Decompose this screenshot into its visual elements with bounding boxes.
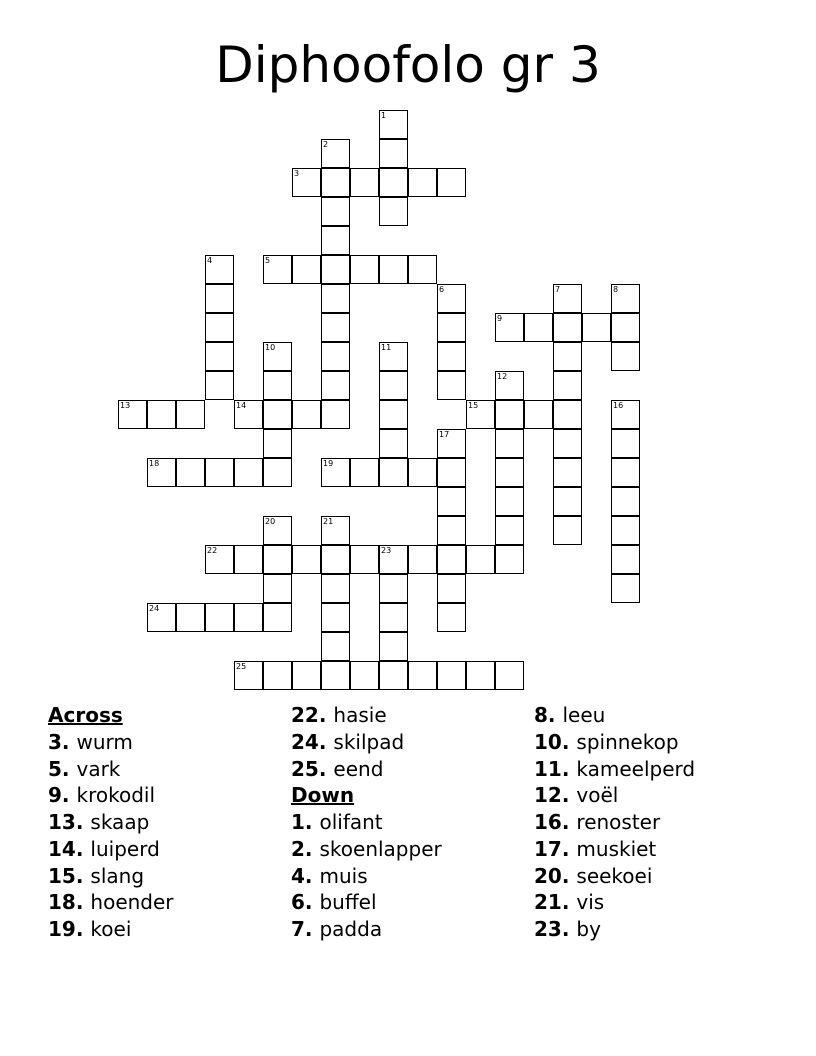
grid-cell[interactable] [321,226,350,255]
grid-cell[interactable] [292,661,321,690]
page-title: Diphoofolo gr 3 [215,36,601,94]
clue-number: 23 [381,546,392,555]
grid-cell[interactable] [379,110,408,139]
clue-number: 17 [439,430,450,439]
clue-item: 16. renoster [534,810,661,834]
grid-cell[interactable] [437,313,466,342]
clue-item-number: 11 [534,756,562,781]
clue-item-number: 2 [291,836,305,861]
clue-item: 21. vis [534,890,605,915]
clue-column-2 [291,702,442,943]
grid-cell[interactable] [176,603,205,632]
clue-item: 14. luiperd [48,836,160,861]
clue-number: 25 [236,662,247,671]
grid-cell[interactable] [263,429,292,458]
clue-item: 4. muis [291,863,368,888]
grid-cell[interactable] [495,371,524,400]
clue-item-text: muis [319,863,368,888]
grid-cell[interactable] [524,313,553,342]
grid-cell[interactable] [553,516,582,545]
grid-cell[interactable] [176,458,205,487]
clue-item-number: 17 [534,836,562,861]
clue-item-text: hoender [90,890,174,915]
grid-cell[interactable] [205,342,234,371]
clue-item-number: 19 [48,917,76,941]
clue-item-number: 20 [534,863,562,888]
grid-cell[interactable] [292,168,321,197]
grid-cell[interactable] [379,371,408,400]
grid-cell[interactable] [350,458,379,487]
grid-cell[interactable] [350,168,379,197]
grid-cell[interactable] [379,139,408,168]
grid-cell[interactable] [524,400,553,429]
clue-item: 5. vark [48,756,121,781]
grid-cell[interactable] [321,400,350,429]
clue-item-number: 14 [48,836,76,861]
clue-item-text: skilpad [333,729,405,754]
clue-item-text: vis [576,890,605,915]
grid-cell[interactable] [553,429,582,458]
clue-item-text: buffel [319,890,377,915]
grid-cell[interactable] [205,603,234,632]
grid-cell[interactable] [553,458,582,487]
clue-item-text: vark [76,756,121,781]
clue-item-text: spinnekop [576,729,679,754]
grid-cell[interactable] [437,284,466,313]
clue-item: 22. hasie [291,703,387,727]
clue-item-number: 7 [291,917,305,941]
grid-cell[interactable] [263,661,292,690]
clue-item-number: 1 [291,810,305,834]
grid-cell[interactable] [408,255,437,284]
clue-number: 20 [265,517,276,526]
clue-item-text: slang [90,863,145,888]
clue-item: 3. wurm [48,729,133,754]
clue-item-number: 16 [534,810,562,834]
grid-cell[interactable] [379,632,408,661]
clue-column-1 [48,702,174,943]
clue-item-number: 6 [291,890,305,915]
grid-cell[interactable] [437,545,466,574]
grid-cell[interactable] [321,284,350,313]
clue-item-text: hasie [333,703,387,727]
clue-item: 18. hoender [48,890,174,915]
grid-cell[interactable] [379,400,408,429]
clue-item-number: 3 [48,729,62,754]
clue-number: 15 [468,401,479,410]
grid-cell[interactable] [408,168,437,197]
grid-cell[interactable] [611,313,640,342]
clue-item: 8. leeu [534,703,606,727]
clue-number: 18 [149,459,160,468]
grid-cell[interactable] [234,458,263,487]
grid-cell[interactable] [234,603,263,632]
grid-cell[interactable] [379,603,408,632]
clue-item: 2. skoenlapper [291,836,442,861]
clue-item: 15. slang [48,863,145,888]
grid-cell[interactable] [408,661,437,690]
clue-item-text: koei [90,917,132,941]
grid-cell[interactable] [263,371,292,400]
grid-cell[interactable] [495,400,524,429]
grid-cell[interactable] [582,313,611,342]
clue-item: 12. voël [534,783,619,808]
clue-item-text: leeu [562,703,606,727]
clue-item-number: 9 [48,783,62,808]
grid-cell[interactable] [611,516,640,545]
grid-cell[interactable] [205,255,234,284]
grid-cell[interactable] [205,313,234,342]
grid-cell[interactable] [611,458,640,487]
clue-number: 8 [613,285,619,294]
clue-number: 10 [265,343,276,352]
grid-cell[interactable] [263,516,292,545]
clue-item: 9. krokodil [48,783,155,808]
grid-cell[interactable] [292,545,321,574]
clue-number: 9 [497,314,503,323]
grid-cell[interactable] [321,545,350,574]
clue-item-number: 5 [48,756,62,781]
clue-item-text: wurm [76,729,133,754]
grid-cell[interactable] [553,400,582,429]
grid-cell[interactable] [321,603,350,632]
clue-number: 5 [265,256,271,265]
grid-cell[interactable] [611,429,640,458]
grid-cell[interactable] [205,545,234,574]
grid-cell[interactable] [350,661,379,690]
grid-cell[interactable] [495,516,524,545]
grid-cell[interactable] [437,516,466,545]
clue-item-number: 4 [291,863,305,888]
grid-cell[interactable] [321,632,350,661]
grid-cell[interactable] [495,545,524,574]
grid-cell[interactable] [147,400,176,429]
clue-number: 13 [120,401,131,410]
clue-item-text: renoster [576,810,661,834]
grid-cell[interactable] [408,458,437,487]
grid-cell[interactable] [379,574,408,603]
clue-item-text: krokodil [76,783,155,808]
grid-cell[interactable] [611,574,640,603]
clue-item-text: kameelperd [576,756,696,781]
grid-cell[interactable] [495,458,524,487]
clue-column-3 [534,702,695,943]
clue-item-number: 8 [534,703,548,727]
clue-number: 22 [207,546,218,555]
grid-cell[interactable] [263,255,292,284]
grid-cell[interactable] [611,342,640,371]
grid-cell[interactable] [466,545,495,574]
grid-cell[interactable] [379,342,408,371]
grid-cell[interactable] [466,661,495,690]
clue-item: 24. skilpad [291,729,405,754]
clue-number: 2 [323,140,329,149]
clue-number: 19 [323,459,334,468]
clue-item: 23. by [534,917,601,941]
grid-cell[interactable] [321,574,350,603]
clue-number: 24 [149,604,160,613]
clue-item-number: 22 [291,703,319,727]
clue-item-number: 12 [534,783,562,808]
clue-item: 1. olifant [291,810,383,834]
clue-item-text: olifant [319,810,383,834]
clue-item: 13. skaap [48,810,150,834]
grid-cell[interactable] [292,255,321,284]
grid-cell[interactable] [553,487,582,516]
grid-cell[interactable] [321,371,350,400]
clue-number: 4 [207,256,213,265]
grid-cell[interactable] [437,603,466,632]
grid-cell[interactable] [234,400,263,429]
clue-item-text: voël [576,783,619,808]
grid-cell[interactable] [466,400,495,429]
clue-number: 14 [236,401,247,410]
clue-item-text: seekoei [576,863,653,888]
clue-item-number: 23 [534,917,562,941]
grid-cell[interactable] [321,139,350,168]
grid-cell[interactable] [205,458,234,487]
clue-number: 7 [555,285,561,294]
clue-item-text: skoenlapper [319,836,442,861]
grid-cell[interactable] [553,371,582,400]
clue-item: 10. spinnekop [534,729,679,754]
grid-cell[interactable] [205,371,234,400]
grid-cell[interactable] [263,603,292,632]
clue-item: 25. eend [291,756,384,781]
grid-cell[interactable] [379,168,408,197]
grid-cell[interactable] [350,545,379,574]
grid-cell[interactable] [263,574,292,603]
grid-cell[interactable] [437,574,466,603]
grid-cell[interactable] [321,255,350,284]
grid-cell[interactable] [379,545,408,574]
grid-cell[interactable] [611,487,640,516]
grid-cell[interactable] [553,284,582,313]
clue-number: 11 [381,343,392,352]
grid-cell[interactable] [263,342,292,371]
grid-cell[interactable] [408,545,437,574]
grid-cell[interactable] [321,661,350,690]
clue-number: 3 [294,169,300,178]
grid-cell[interactable] [263,400,292,429]
grid-cell[interactable] [553,313,582,342]
grid-cell[interactable] [379,661,408,690]
grid-cell[interactable] [495,429,524,458]
clue-number: 1 [381,111,387,120]
clue-item-text: padda [319,917,383,941]
grid-cell[interactable] [321,197,350,226]
clue-item-text: muskiet [576,836,657,861]
across-heading: Across [48,703,123,727]
grid-cell[interactable] [321,342,350,371]
clue-item: 7. padda [291,917,383,941]
grid-cell[interactable] [147,603,176,632]
grid-cell[interactable] [379,197,408,226]
grid-cell[interactable] [321,168,350,197]
clue-number: 6 [439,285,445,294]
clue-item: 6. buffel [291,890,377,915]
down-heading: Down [291,783,355,808]
clue-item-text: by [576,917,601,941]
grid-cell[interactable] [437,168,466,197]
grid-cell[interactable] [437,487,466,516]
clue-item-number: 24 [291,729,319,754]
grid-cell[interactable] [437,458,466,487]
grid-cell[interactable] [379,458,408,487]
clue-item-number: 25 [291,756,319,781]
grid-cell[interactable] [263,458,292,487]
grid-cell[interactable] [147,458,176,487]
clue-item-number: 10 [534,729,562,754]
grid-cell[interactable] [495,313,524,342]
clue-number: 16 [613,401,624,410]
clue-item-text: luiperd [90,836,160,861]
grid-cell[interactable] [176,400,205,429]
clue-item-number: 21 [534,890,562,915]
clue-number: 12 [497,372,508,381]
clue-item-number: 13 [48,810,76,834]
grid-cell[interactable] [379,255,408,284]
clue-item-number: 15 [48,863,76,888]
grid-cell[interactable] [437,429,466,458]
grid-cell[interactable] [379,429,408,458]
clue-item-text: eend [333,756,384,781]
grid-cell[interactable] [321,458,350,487]
grid-cell[interactable] [205,284,234,313]
clue-item: 20. seekoei [534,863,653,888]
grid-cell[interactable] [611,284,640,313]
clue-item: 17. muskiet [534,836,657,861]
grid-cell[interactable] [234,661,263,690]
grid-cell[interactable] [553,342,582,371]
grid-cell[interactable] [437,661,466,690]
clue-number: 21 [323,517,334,526]
grid-cell[interactable] [611,545,640,574]
grid-cell[interactable] [321,313,350,342]
grid-cell[interactable] [350,255,379,284]
grid-cell[interactable] [263,545,292,574]
grid-cell[interactable] [118,400,147,429]
grid-cell[interactable] [495,487,524,516]
grid-cell[interactable] [495,661,524,690]
grid-cell[interactable] [437,371,466,400]
grid-cell[interactable] [321,516,350,545]
grid-cell[interactable] [437,342,466,371]
clue-item: 19. koei [48,917,132,941]
clue-item-number: 18 [48,890,76,915]
clue-item: 11. kameelperd [534,756,696,781]
clue-item-text: skaap [90,810,150,834]
grid-cell[interactable] [292,400,321,429]
grid-cell[interactable] [234,545,263,574]
grid-cell[interactable] [611,400,640,429]
